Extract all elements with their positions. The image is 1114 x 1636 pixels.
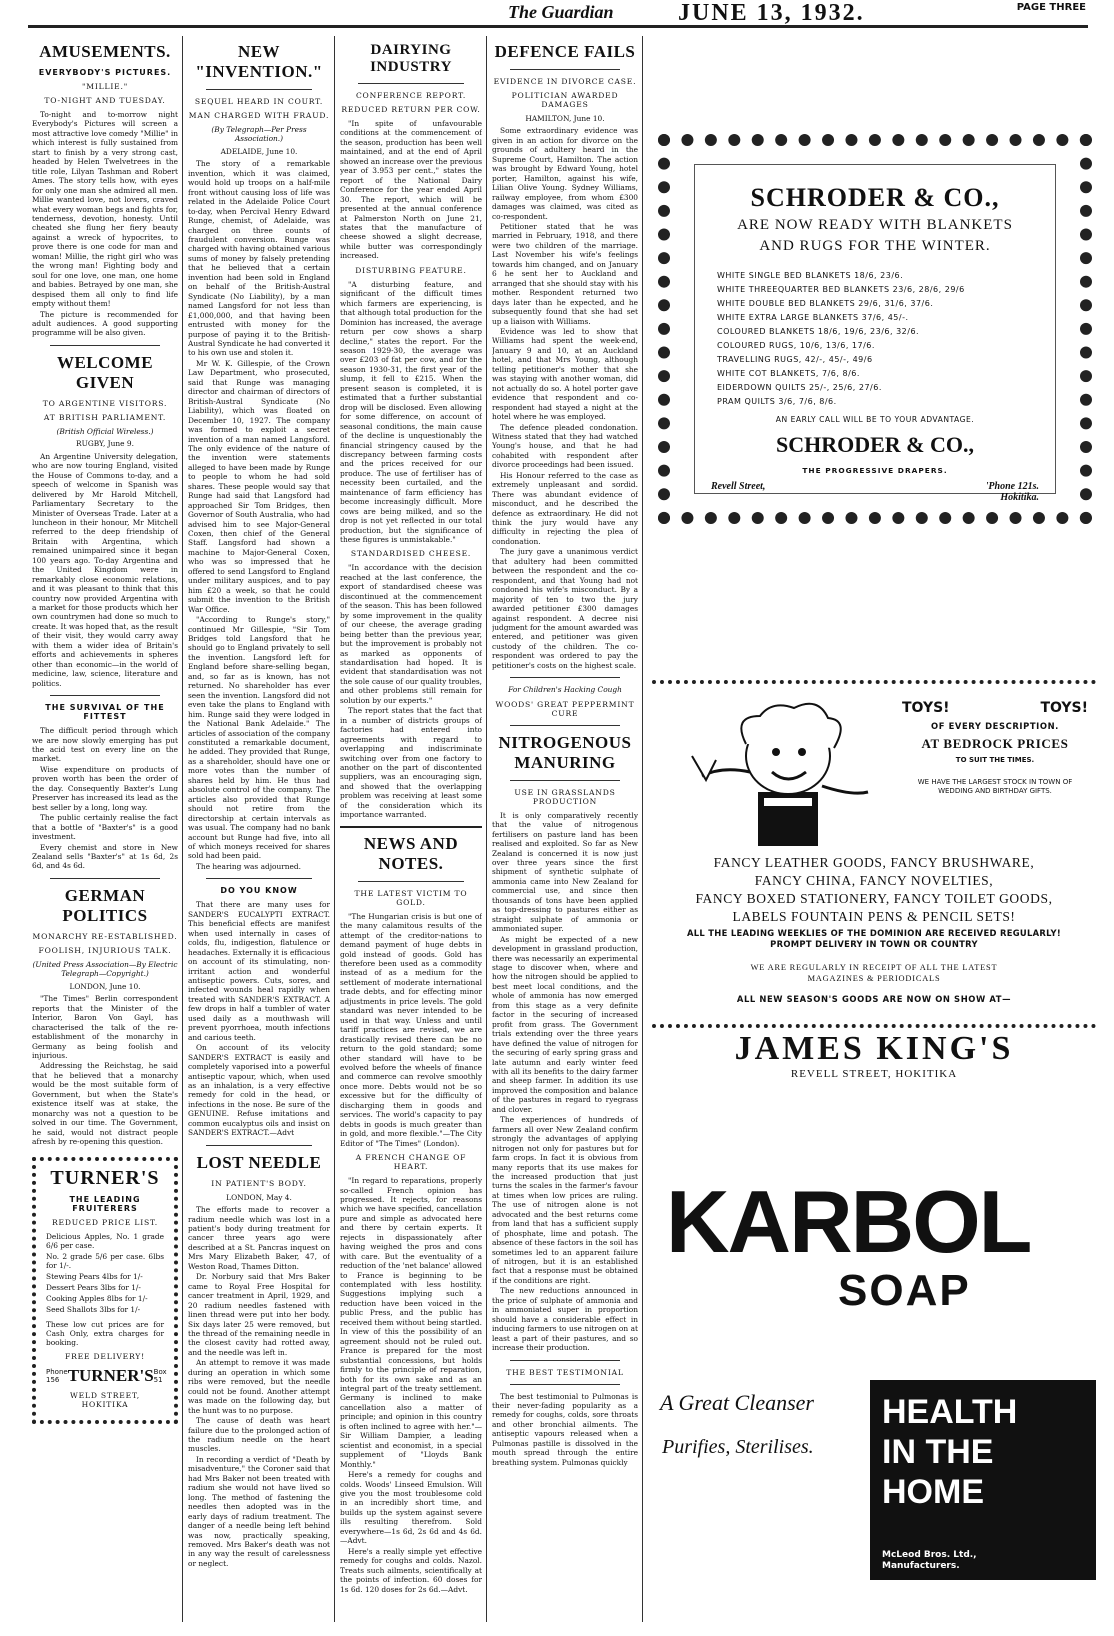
article-paragraph: It is only comparatively recently that the value of nitrogenous fertilisers on pasture land has been realised and exploited. So far as New Zealand is concerned it is now just over three years since the first shipment of synthetic sulphate of ammonia came into New Zealand for commercial use, and since then thousands of tons have been applied as top-dressing to pastures either as straight sulphate of ammonia or ammoniated super.: [492, 810, 638, 934]
article-paragraph: "In accordance with the decision reached at the last conference, the export of standardised cheese was discontinued at the commencement of the season. This has been followed by some improvement in the quality of our cheese, the average grading being better than the previous year, but the improvement is probably not as marked as opponents of standardisation had hoped. It is evident that standardisation was not the sole cause of our quality troubles, and other problems still remain for solution by our experts.": [340, 563, 482, 705]
defence-fails-heading: DEFENCE FAILS: [494, 42, 636, 61]
magazines-line: MAGAZINES & PERIODICALS: [807, 974, 941, 983]
toys-label: TOYS!: [902, 700, 950, 716]
price-line: WHITE DOUBLE BED BLANKETS 29/6, 31/6, 37/6.: [717, 299, 934, 308]
divider: [206, 878, 312, 879]
article-paragraph: "In spite of unfavourable conditions at the commencement of the season, production has been well maintained, and at the end of April showed an increase over the previous year of 3.953 per cent.," states the report of the National Dairy Conference for the year ended April 30. The report, which will be presented at the annual conference at Palmerston North on June 21, states that the manufacture of cheese showed a slight decrease, while butter was correspondingly increased.: [340, 119, 482, 261]
divider: [50, 345, 160, 346]
article-paragraph: That there are many uses for SANDER'S EUCALYPTI EXTRACT. This beneficial effects are manifest when used internally in cases of colds, flu, indigestion, flatulence or headaches. Externally it is efficacious on account of its stimulating, non-irritant action and wonderful antiseptic powers. Cuts, sores, and infected wounds heal rapidly when treated with SANDER'S EXTRACT. A few drops in half a tumbler of water used daily as a mouthwash will prevent pyorrhoea, mouth infections and carious teeth.: [188, 900, 330, 1042]
subheading: MAN CHARGED WITH FRAUD.: [188, 111, 330, 120]
article-paragraph: The report states that the fact that in a number of districts groups of factories had entered into agreements with regard to overlapping and indiscriminate switching over from one factory to another on the part of discontented suppliers, was an encouraging sign, and showed that the overlapping problem was receiving at least some of the consideration which its importance warranted.: [340, 706, 482, 820]
dateline: LONDON, June 10.: [69, 981, 141, 991]
divider: [206, 1145, 312, 1146]
jack-in-the-box-illustration: [672, 696, 902, 850]
page-number: PAGE THREE: [1016, 2, 1086, 13]
price-item: Cooking Apples 8lbs for 1/-: [46, 1293, 148, 1303]
column-3: [340, 36, 482, 1626]
article-paragraph: "The Times" Berlin correspondent reports that the Minister of the Interior, Baron Von Gayl, has characterised the talk of the re-establishment of the monarchy in Germany as being foolish and injurious.: [32, 994, 178, 1060]
article-paragraph: The picture is recommended for adult audiences. A good supporting programme will be also given.: [32, 309, 178, 338]
slogan-line: IN THE: [882, 1433, 994, 1471]
article-paragraph: "According to Runge's story," continued Mr Gillespie, "Sir Tom Bridges told Langsford that he should go to England privately to sell the invention. Langsford left for England before share-selling began, and, so far as is known, has not returned. No shareholder has ever seen the invention. Langsford did not even take the plans to England with him. Runge said they were lodged in the National Bank Adelaide." The articles of association of the company constituted a remarkable document, he added. They provided that Runge, as a shareholder, should have one or more votes than the number of shares held by him. He thus had absolute control of the company. The articles also provided that Runge should not retire from the directorship at certain intervals as was usual. The company had no bank account but Runge had five, into all of which moneys received for shares sold had been paid.: [188, 615, 330, 861]
subheading: SEQUEL HEARD IN COURT.: [194, 97, 324, 106]
dateline: ADELAIDE, June 10.: [220, 146, 298, 156]
turners-title: TURNER'S: [50, 1166, 160, 1189]
price-item: No. 2 grade 5/6 per case. 6lbs for 1/-.: [46, 1251, 164, 1270]
price-line: COLOURED BLANKETS 18/6, 19/6, 23/6, 32/6.: [717, 327, 920, 336]
invention-heading: NEW "INVENTION.": [195, 42, 323, 81]
survival-heading: THE SURVIVAL OF THE FITTEST: [45, 703, 165, 722]
maker-line: Manufacturers.: [882, 1561, 960, 1571]
price-line: PRAM QUILTS 3/6, 7/6, 8/6.: [717, 397, 837, 406]
maker-line: McLeod Bros. Ltd.,: [882, 1550, 977, 1560]
divider: [510, 1360, 620, 1361]
subheading: THE LATEST VICTIM TO GOLD.: [354, 888, 468, 907]
price-item: Stewing Pears 4lbs for 1/-: [46, 1271, 143, 1281]
subheading: EVIDENCE IN DIVORCE CASE.: [493, 77, 637, 86]
divider: [510, 69, 620, 70]
divider: [340, 826, 482, 828]
turners-note: These low cut prices are for Cash Only, extra charges for booking.: [46, 1319, 164, 1347]
price-line: TRAVELLING RUGS, 42/-, 45/-, 49/6: [717, 355, 873, 364]
price-line: WHITE SINGLE BED BLANKETS 18/6, 23/6.: [717, 271, 904, 280]
article-paragraph: The experiences of hundreds of farmers all over New Zealand confirm strongly the advantages of applying nitrogen not only for pastures but for farm crops. In fact it is obvious from many reports that its use makes for the increased production that just turns the scales in the farmer's favour at times when low prices are ruling. The use of nitrogen alone is not advocated and the best returns come from land that has a sufficient supply of phosphate, lime and potash. The absence of these factors in the soil has sometimes led to an apparent failure of nitrogen, but it is an established fact that a response must be obtained if the conditions are right.: [492, 1115, 638, 1285]
magazines-line: WE ARE REGULARLY IN RECEIPT OF ALL THE LATEST: [750, 963, 998, 972]
article-paragraph: The best testimonial to Pulmonas is their never-fading popularity as a remedy for coughs, colds, sore throats and other bronchial ailments. The antiseptic vapours released when a Pulmonas pastille is dissolved in the mouth spread through the entire breathing system. Pulmonas quickly: [492, 1391, 638, 1467]
karbol-soap-advert: [652, 1172, 1096, 1620]
toys-block: [902, 700, 1088, 796]
article-paragraph: In recording a verdict of "Death by misadventure," the Coroner said that had Mrs Baker not been treated with radium she would not have lived so long. The method of fastening the needles then adopted was in the early days of radium treatment. The danger of a needle being left behind was now, practically speaking, removed. Mrs Baker's death was not in any way the result of carelessness or neglect.: [188, 1454, 330, 1568]
column-2: [188, 36, 330, 1626]
slogan-line: HOME: [882, 1473, 984, 1511]
byline: (British Official Wireless.): [56, 426, 154, 436]
turners-name: TURNER'S: [67, 1365, 154, 1385]
article-paragraph: The story of a remarkable invention, which it was claimed, would hold up troops on a half-mile front without causing loss of life was related in the Adelaide Police Court to-day, when Percival Henry Edward Runge, chemist, of Adelaide, was charged on three counts of fraudulent conversion. Runge was charged with having obtained various sums of money by falsely pretending that he believed that a certain invention had been sold in England on behalf of the British-Austral Syndicate (No Liability), by a man named Langsford for not less than £1,000,000, and that having been entrusted with money for the purpose of paying it to the British-Austral Syndicate he had converted it to his own use and stolen it.: [188, 159, 330, 358]
divider: [510, 725, 620, 726]
goods-line: FANCY LEATHER GOODS, FANCY BRUSHWARE,: [713, 855, 1035, 870]
magazines-block: [652, 962, 1096, 984]
subheading: "MILLIE.": [81, 82, 128, 91]
goods-line: LABELS FOUNTAIN PENS & PENCIL SETS!: [732, 909, 1016, 924]
schroder-subtitle: ARE NOW READY WITH BLANKETS: [737, 217, 1013, 233]
james-king-address: REVELL STREET, HOKITIKA: [790, 1068, 958, 1080]
subheading: POLITICIAN AWARDED DAMAGES: [511, 91, 619, 109]
article-paragraph: The efforts made to recover a radium needle which was lost in a patient's body during treatment for cancer three years ago were described at a St. Pancras inquest on Mrs Mary Elizabeth Baker, 47, of Weston Road, Thames Ditton.: [188, 1205, 330, 1271]
column-rule: [182, 36, 183, 1622]
article-paragraph: "In regard to reparations, properly so-called French opinion has progressed. It rejects, for reasons which we have specified, cancellation pure and simple as advocated here and there by certain experts. It rejects in dispassionately after having weighed the pros and cons with care. But the eventuality of a reduction of the 'net balance' allowed to France is beginning to be contemplated with less hostility. Suggestions implying such a reduction have been voiced in the public Press, and the public has received them without being startled. In view of this the possibility of an agreement should not be ruled out. France is prepared for the most substantial concessions, but holds firmly to the principle of reparation, both for its own sake and as an integral part of the treaty settlement. Germany is inclined to make cancellation also a matter of principle; and opinion in this country is often inclined to agree with her."—Sir William Dampier, a leading scientist and economist, in a special supplement of "Lloyds Bank Monthly.": [340, 1176, 482, 1469]
byline: (By Telegraph—Per Press Association.): [211, 125, 307, 144]
price-item: Seed Shallots 3lbs for 1/-: [46, 1304, 141, 1314]
article-paragraph: The hearing was adjourned.: [196, 861, 301, 871]
divider: [358, 83, 464, 84]
article-paragraph: "A disturbing feature, and significant of the difficult times which farmers are experiencing, is that although total production for the Dominion has increased, the average return per cow shows a sharp decline," states the report. For the season 1929-30, the average was over £203 of fat per cow, and for the season 1930-31, the first year of the slump, it fell to £215. When the present season is completed, it is estimated that a further substantial drop will be disclosed. Even allowing for some difference, on account of seasonal conditions, the main cause of the decline is unquestionably the financial stringency caused by the discrepancy between farming costs and the prices received for our produce. The use of fertiliser has of necessity been curtailed, and the maintenance of farm efficiency has become increasingly difficult. More cows are being milked, and so the drop is not yet reflected in our total production, but the significance of these figures is unmistakable.": [340, 279, 482, 545]
subheading: USE IN GRASSLANDS PRODUCTION: [514, 787, 616, 806]
new-season-line: ALL NEW SEASON'S GOODS ARE NOW ON SHOW AT—: [736, 994, 1012, 1004]
best-testimonial-heading: THE BEST TESTIMONIAL: [506, 1367, 624, 1377]
subheading: MONARCHY RE-ESTABLISHED.: [32, 931, 178, 941]
article-paragraph: Addressing the Reichstag, he said that he believed that a monarchy would be the most suitable form of Government, but when the State's existence itself was at stake, the monarchy was not a question to be solved in our time. The Government, he said, would not distract people afresh by re-opening this question.: [32, 1061, 178, 1147]
karbol-brand: KARBOL: [666, 1172, 1031, 1271]
german-heading: GERMAN POLITICS: [62, 885, 148, 925]
bedrock-prices: AT BEDROCK PRICES: [921, 736, 1069, 751]
woods-ad-title: WOODS' GREAT PEPPERMINT CURE: [495, 699, 635, 718]
schroder-tagline: THE PROGRESSIVE DRAPERS.: [802, 466, 948, 475]
delivery-line: PROMPT DELIVERY IN TOWN OR COUNTRY: [770, 939, 978, 949]
article-paragraph: Dr. Norbury said that Mrs Baker came to Royal Free Hospital for cancer treatment in April, 1929, and 20 radium needles fastened with linen thread were put into her body. Six days later 25 were removed, but the thread of the remaining needle in the closest cavity had rotted away, and the needle was left in.: [188, 1272, 330, 1357]
article-paragraph: Some extraordinary evidence was given in an action for divorce on the grounds of adultery heard in the Supreme Court, Hamilton. The action was brought by Edward Young, hotel porter, Hamilton, against his wife, Lilian Olive Young. Sydney Williams, railway employee, from whom £300 damages was claimed, was cited as co-respondent.: [492, 126, 638, 221]
article-paragraph: Here's a remedy for coughs and colds. Woods' Linseed Emulsion. Will give you the most troublesome cold in an incredibly short time, and builds up the system against severe ills resulting therefrom. Sold everywhere—1s 6d, 2s 6d and 4s 6d.—Advt.: [340, 1470, 482, 1546]
turners-advert: [32, 1157, 178, 1424]
subheading: CONFERENCE REPORT.: [355, 91, 467, 100]
subheading: EVERYBODY'S PICTURES.: [38, 68, 172, 77]
article-paragraph: Here's a really simple yet effective remedy for coughs and colds. Nazol. Treats such ailments, scientifically at the points of infection. 60 doses for 1s 6d. 120 doses for 2s 6d.—Advt.: [340, 1546, 482, 1594]
article-paragraph: To-night and to-morrow night Everybody's Pictures will screen a most attractive love comedy "Millie" in which interest is fully sustained from start to finish by a very strong cast, headed by Helen Twelvetrees in the title role, Lilyan Tashman and Robert Ames. The story tells how, with eyes for only one man she admired all men. Millie wanted love, not lovers, craved what every woman begs and fights for, tenderness, devotion, honesty. Until cheated she flung her fiery beauty against a wreck of hypocrites, to prove there is one code for man and woman! Millie, the right girl who was the wrong man! Fighting body and soul for one love, one man, one home and babies. Betrayed by one man, she despised them all only to find life empty without them!: [32, 110, 178, 309]
turners-price-heading: REDUCED PRICE LIST.: [51, 1217, 158, 1227]
turners-phone: Phone 156: [46, 1367, 68, 1384]
article-paragraph: Mr W. K. Gillespie, of the Crown Law Department, who prosecuted, said that Runge was managing director and chairman of directors of British-Austral Syndicate (No Liability), which was floated on December 10, 1927. The company was formed to exploit a secret invention of a man named Langsford. The only evidence of the nature of the invention were statements alleged to have been made by Runge to people to whom he had sold shares. These people would say that Runge had said that Langsford had approached Sir Tom Bridges, then Governor of South Australia, who had advised him to see Major-General Coxen, then chief of the General Staff. Langsford had shown a machine to Major-General Coxen, who was so impressed that he offered to send Langsford to England under military auspices, and to pay him £20 a week, so that he could submit the invention to the British War Office.: [188, 358, 330, 614]
karbol-purifies-line: Purifies, Sterilises.: [662, 1436, 814, 1458]
welcome-heading: WELCOME GIVEN: [56, 352, 154, 392]
news-notes-heading: NEWS AND NOTES.: [363, 833, 459, 873]
subheading: FOOLISH, INJURIOUS TALK.: [38, 945, 172, 955]
schroder-early-call: AN EARLY CALL WILL BE TO YOUR ADVANTAGE.: [775, 415, 975, 424]
subheading: REDUCED RETURN PER COW.: [341, 105, 481, 114]
toys-headline: [902, 700, 1088, 716]
slogan-line: HEALTH: [882, 1393, 1018, 1431]
karbol-maker: [882, 1550, 977, 1572]
schroder-price-list: [717, 269, 1039, 409]
james-king-name-block: [652, 1030, 1096, 1080]
schroder-street: Revell Street,: [711, 481, 766, 492]
subheading: IN PATIENT'S BODY.: [211, 1178, 307, 1188]
price-item: Delicious Apples, No. 1 grade 6/6 per case.: [46, 1231, 164, 1250]
price-line: WHITE COT BLANKETS, 7/6, 8/6.: [717, 369, 860, 378]
schroder-advert: [658, 134, 1092, 524]
schroder-subtitle: AND RUGS FOR THE WINTER.: [759, 238, 991, 254]
divider: [50, 878, 160, 879]
turners-free-delivery: FREE DELIVERY!: [65, 1351, 145, 1361]
price-item: Dessert Pears 3lbs for 1/-: [46, 1282, 141, 1292]
article-paragraph: The jury gave a unanimous verdict that adultery had been committed between the respondent and the co-respondent, and that Young had not condoned his wife's misconduct. By a majority of ten to two the jury awarded petitioner £300 damages against respondent. A decree nisi judgment for the amount awarded was entered, and petitioner was given custody of the children. The co-respondent was ordered to pay the petitioner's costs on the highest scale.: [492, 547, 638, 670]
nitrogenous-heading: NITROGENOUS: [498, 732, 632, 752]
goods-list: [652, 854, 1096, 926]
divider: [50, 695, 160, 696]
article-paragraph: Petitioner stated that he was married in February, 1918, and there were two children of the marriage. Last November his wife's feelings towards him changed, and on January 6 he sent her to Auckland and arranged that she should stay with his mother. Respondent returned two days later than he expected, and he subsequently found that she had set up a liaison with Williams.: [492, 221, 638, 326]
subheading: STANDARDISED CHEESE.: [350, 549, 472, 559]
article-paragraph: The difficult period through which we are now slowly emerging has put the acid test on every line on the market.: [32, 726, 178, 764]
byline: (United Press Association—By Electric Telegraph—Copyright.): [32, 959, 178, 979]
issue-date: JUNE 13, 1932.: [678, 0, 865, 26]
article-paragraph: "The Hungarian crisis is but one of the many calamitous results of the attempt of the creditor-nations to demand payment of huge debts in gold instead of goods. Gold has therefore been used as a commodity instead of as a medium for the settlement of moderate international trade debts, and for effecting minor adjustments in price levels. The gold standard was never intended to be used in that way. Unless and until tariff practices are revised, we are drastically revised there can be no return to the gold standard; some other standard will have to be evolved before the wheels of finance and commerce can revolve smoothly once more. Debts would not be so excessive but for the difficulty of discharging them in goods and services. The world's capacity to pay debts in goods is much greater than in gold, and more flexible."—The City Editor of "The Times" (London).: [340, 911, 482, 1148]
schroder-address: [711, 481, 1039, 503]
article-paragraph: Every chemist and store in New Zealand sells "Baxter's" at 1s 6d, 2s 6d, and 4s 6d.: [32, 842, 178, 871]
suit-the-times: TO SUIT THE TIMES.: [955, 756, 1035, 764]
manuring-heading: MANURING: [514, 752, 616, 772]
turners-address: WELD STREET, HOKITIKA: [70, 1390, 140, 1409]
karbol-cleanser-line: A Great Cleanser: [660, 1390, 814, 1415]
article-paragraph: The defence pleaded condonation. Witness stated that they had watched Young's house, and that he had cohabited with respondent after divorce proceedings had been issued.: [492, 422, 638, 470]
do-you-know-heading: DO YOU KNOW: [220, 886, 298, 896]
turners-sub: THE LEADING FRUITERERS: [69, 1194, 141, 1213]
divider: [510, 1384, 620, 1385]
article-paragraph: The public certainly realise the fact that a bottle of "Baxter's" is a good investment.: [32, 813, 178, 842]
article-paragraph: An attempt to remove it was made during an operation in which some ribs were removed, but the needle could not be found. Another attempt was made on the following day, but the hunt was to no purpose.: [188, 1358, 330, 1415]
dateline: RUGBY, June 9.: [76, 439, 134, 449]
divider: [510, 677, 620, 678]
dateline: HAMILTON, June 10.: [525, 114, 605, 123]
subheading: AT BRITISH PARLIAMENT.: [43, 412, 167, 422]
goods-line: FANCY CHINA, FANCY NOVELTIES,: [754, 873, 994, 888]
schroder-phone: 'Phone 121s.: [985, 481, 1039, 492]
price-line: WHITE EXTRA LARGE BLANKETS 37/6, 45/-.: [717, 313, 909, 322]
schroder-town: Hokitika.: [1000, 492, 1039, 503]
column-rule: [334, 36, 335, 1622]
dairying-heading: DAIRYING INDUSTRY: [370, 42, 452, 75]
james-king-name: JAMES KING'S: [734, 1030, 1014, 1067]
masthead: [28, 0, 1088, 28]
subheading: DISTURBING FEATURE.: [355, 265, 467, 275]
goods-line: FANCY BOXED STATIONERY, FANCY TOILET GOODS,: [695, 891, 1053, 906]
toys-label: TOYS!: [1040, 700, 1088, 716]
schroder-inner-frame: [694, 164, 1056, 503]
every-description: OF EVERY DESCRIPTION.: [931, 721, 1059, 731]
article-paragraph: On account of its velocity SANDER'S EXTRACT is easily and completely vaporised into a powerful antiseptic vapour, which, when used as an inhalation, is a very effective remedy for cold in the head, or infections in the nose. Be sure of the GENUINE. Refuse imitations and common eucalyptus oils and insist on SANDER'S EXTRACT.—Advt: [188, 1043, 330, 1138]
subheading: TO-NIGHT AND TUESDAY.: [44, 96, 166, 105]
column-4: [492, 36, 638, 1626]
article-paragraph: Evidence was led to show that Williams had spent the week-end, January 9 and 10, at an Auckland hotel, and that Mrs Young, although telling petitioner's mother that she was staying with another woman, did not actually do so. A hotel porter gave evidence that respondent and co-respondent had stayed a night at the hotel where he was employed.: [492, 326, 638, 422]
weeklies-block: [652, 928, 1096, 950]
newspaper-name: The Guardian: [508, 2, 614, 22]
dateline: LONDON, May 4.: [226, 1192, 292, 1202]
schroder-title: SCHRODER & CO.,: [750, 183, 1000, 212]
karbol-soap-label: SOAP: [838, 1266, 971, 1315]
price-line: WHITE THREEQUARTER BED BLANKETS 23/6, 28/6, 29/6: [717, 285, 965, 294]
article-paragraph: His Honour referred to the case as extremely unpleasant and sordid. There was abundant evidence of misconduct, and he described the defence as extraordinary. He did not think the jury would have any difficulty in rejecting the plea of condonation.: [492, 470, 638, 546]
price-line: EIDERDOWN QUILTS 25/-, 25/6, 27/6.: [717, 383, 882, 392]
article-paragraph: The cause of death was heart failure due to the prolonged action of the radium needle on the heart muscles.: [188, 1416, 330, 1454]
turners-box: Box 51: [153, 1367, 167, 1384]
lost-needle-heading: LOST NEEDLE: [196, 1152, 322, 1172]
article-paragraph: The new reductions announced in the price of sulphate of ammonia and in ammoniated super in proportion should have a considerable effect in inducing farmers to use nitrogen on at least a part of their pastures, and so increase their production.: [492, 1286, 638, 1353]
price-line: COLOURED RUGS, 10/6, 13/6, 17/6.: [717, 341, 875, 350]
weeklies-line: ALL THE LEADING WEEKLIES OF THE DOMINION ARE RECEIVED REGULARLY!: [687, 928, 1061, 938]
subheading: A FRENCH CHANGE OF HEART.: [355, 1153, 467, 1172]
subheading: TO ARGENTINE VISITORS.: [42, 398, 168, 408]
divider: [206, 89, 312, 90]
article-paragraph: As might be expected of a new development in grassland production, there was necessarily an experimental stage to discover when, where and how the nitrogen should be applied to best meet local conditions, and the whole of ammonia has now emerged from this stage as a very definite factor in the securing of increased profit from grass. The Government trials extending over the three years have defined the value of nitrogen for the securing of early spring grass and late autumn and early winter feed with all its benefits to the dairy farmer and sheep farmer. In addition its use improved the composition and balance of the pastures in regard to ryegrass and clover.: [492, 934, 638, 1114]
schroder-title-footer: SCHRODER & CO.,: [775, 432, 974, 457]
article-paragraph: Wise expenditure on products of proven worth has been the order of the day. Consequently Baxter's Lung Preserver has increased its lead as the best seller by a long, long way.: [32, 764, 178, 812]
james-king-advert: [652, 680, 1096, 1028]
turners-footer: [46, 1365, 167, 1386]
column-1: [32, 36, 178, 1626]
divider: [358, 881, 464, 882]
woods-ad-line: For Children's Hacking Cough: [508, 685, 622, 695]
column-rule: [486, 36, 487, 1622]
article-paragraph: An Argentine University delegation, who are now touring England, visited the House of Commons to-day, and a speech of welcome in Spanish was delivered by Mr Harold Mitchell, Parliamentary Secretary to the Minister of Overseas Trade. Later at a luncheon in their honour, Mr Mitchell referred to the deep friendship of Britain with Argentina, which remained unimpaired since it began 100 years ago. To-day Argentina and the United Kingdom were in remarkably close economic relations, and it was pleasant to think that this country now provided Argentina with a market for those products which her own countrymen had done so much to create. It was hoped that, as the result of their visit, they would carry away with them a wider idea of Britain's efforts and achievements in spheres other than economic—in the world of medicine, law, science, literature and politics.: [32, 451, 178, 688]
amusements-heading: AMUSEMENTS.: [39, 42, 171, 61]
divider: [510, 780, 620, 781]
column-rule: [642, 36, 643, 1622]
karbol-health-slogan: [882, 1392, 1082, 1512]
largest-stock: WE HAVE THE LARGEST STOCK IN TOWN OF WEDDING AND BIRTHDAY GIFTS.: [917, 778, 1073, 795]
